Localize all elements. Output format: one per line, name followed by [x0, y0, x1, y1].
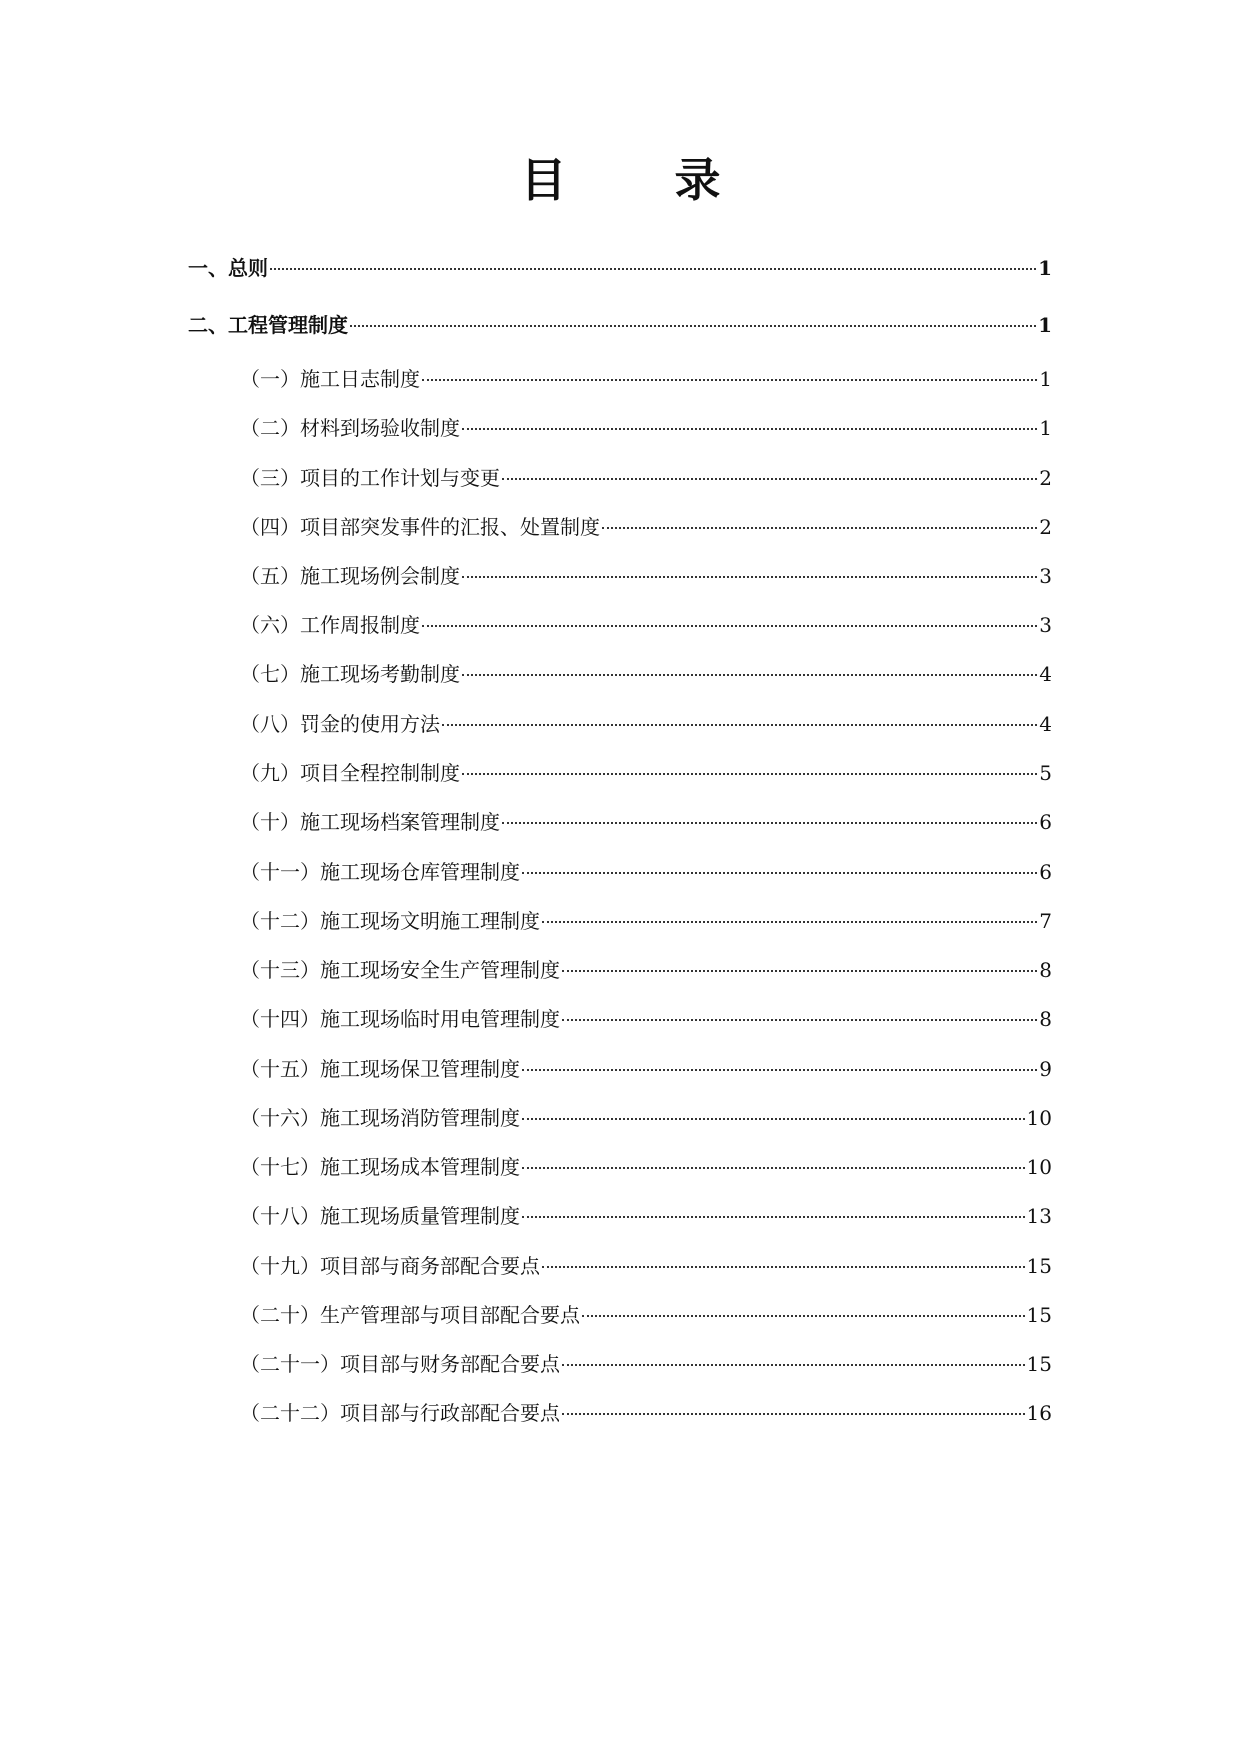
toc-entry[interactable] [240, 906, 1052, 936]
toc-entry[interactable] [240, 1398, 1052, 1428]
toc-entry-label: 二、工程管理制度 [188, 313, 348, 337]
toc-page-number: 8 [1039, 1007, 1052, 1031]
toc-entry-label: （七）施工现场考勤制度 [240, 662, 460, 686]
toc-page-number: 10 [1026, 1106, 1052, 1130]
toc-page-number: 5 [1039, 761, 1052, 785]
toc-entry[interactable] [240, 1300, 1052, 1330]
toc-entry[interactable] [240, 758, 1052, 788]
toc-page-number: 2 [1039, 515, 1052, 539]
toc-entry-label: （四）项目部突发事件的汇报、处置制度 [240, 515, 600, 539]
dot-leader [270, 268, 1036, 270]
dot-leader [542, 1266, 1025, 1268]
toc-entry-label: （十一）施工现场仓库管理制度 [240, 860, 520, 884]
dot-leader [350, 325, 1036, 327]
toc-entry-label: （二十）生产管理部与项目部配合要点 [240, 1303, 580, 1327]
toc-entry-label: （三）项目的工作计划与变更 [240, 466, 500, 490]
toc-page-number: 4 [1039, 662, 1052, 686]
toc-page-number: 15 [1026, 1254, 1052, 1278]
toc-entry[interactable] [240, 955, 1052, 985]
toc-page-number: 10 [1026, 1155, 1052, 1179]
dot-leader [562, 1364, 1025, 1366]
toc-entry[interactable] [240, 659, 1052, 689]
toc-entry-label: （十）施工现场档案管理制度 [240, 810, 500, 834]
dot-leader [502, 822, 1037, 824]
toc-page-number: 15 [1026, 1303, 1052, 1327]
dot-leader [522, 1069, 1037, 1071]
toc-page-number: 1 [1038, 256, 1052, 280]
page-title: 目 录 [520, 153, 767, 207]
toc-entry-label: （六）工作周报制度 [240, 613, 420, 637]
toc-entry[interactable] [240, 364, 1052, 394]
dot-leader [522, 872, 1037, 874]
toc-entry-label: （二十一）项目部与财务部配合要点 [240, 1352, 560, 1376]
dot-leader [562, 970, 1037, 972]
dot-leader [422, 379, 1037, 381]
toc-entry-label: （十五）施工现场保卫管理制度 [240, 1057, 520, 1081]
dot-leader [542, 921, 1037, 923]
toc-page-number: 4 [1039, 712, 1052, 736]
toc-page-number: 15 [1026, 1352, 1052, 1376]
toc-page-number: 7 [1039, 909, 1052, 933]
toc-page-number: 1 [1038, 313, 1052, 337]
toc-entry-label: （二十二）项目部与行政部配合要点 [240, 1401, 560, 1425]
toc-entry[interactable] [188, 253, 1052, 283]
dot-leader [562, 1019, 1037, 1021]
toc-entry-label: （五）施工现场例会制度 [240, 564, 460, 588]
toc-entry-label: （十七）施工现场成本管理制度 [240, 1155, 520, 1179]
toc-entry[interactable] [240, 561, 1052, 591]
toc-entry-label: （九）项目全程控制制度 [240, 761, 460, 785]
dot-leader [562, 1413, 1025, 1415]
toc-entry[interactable] [240, 463, 1052, 493]
dot-leader [502, 478, 1037, 480]
dot-leader [442, 724, 1037, 726]
toc-page-number: 3 [1039, 564, 1052, 588]
toc-entry[interactable] [240, 610, 1052, 640]
toc-entry[interactable] [188, 310, 1052, 340]
toc-entry-label: （十六）施工现场消防管理制度 [240, 1106, 520, 1130]
toc-entry-label: （十四）施工现场临时用电管理制度 [240, 1007, 560, 1031]
toc-entry-label: 一、总则 [188, 256, 268, 280]
dot-leader [522, 1216, 1025, 1218]
toc-entry[interactable] [240, 1004, 1052, 1034]
toc-page-number: 1 [1039, 416, 1052, 440]
dot-leader [462, 576, 1037, 578]
toc-page-number: 6 [1039, 810, 1052, 834]
toc-entry[interactable] [240, 1349, 1052, 1379]
toc-entry[interactable] [240, 512, 1052, 542]
dot-leader [422, 625, 1037, 627]
toc-entry-label: （十九）项目部与商务部配合要点 [240, 1254, 540, 1278]
toc-entry-label: （十三）施工现场安全生产管理制度 [240, 958, 560, 982]
toc-page-number: 3 [1039, 613, 1052, 637]
toc-entry[interactable] [240, 413, 1052, 443]
toc-entry-label: （二）材料到场验收制度 [240, 416, 460, 440]
toc-entry-label: （一）施工日志制度 [240, 367, 420, 391]
toc-entry[interactable] [240, 1201, 1052, 1231]
dot-leader [522, 1167, 1025, 1169]
toc-entry-label: （八）罚金的使用方法 [240, 712, 440, 736]
dot-leader [582, 1315, 1025, 1317]
dot-leader [462, 428, 1037, 430]
toc-entry[interactable] [240, 1152, 1052, 1182]
toc-entry[interactable] [240, 1054, 1052, 1084]
toc-page-number: 8 [1039, 958, 1052, 982]
toc-entry[interactable] [240, 709, 1052, 739]
toc-page-number: 16 [1026, 1401, 1052, 1425]
toc-entry-label: （十八）施工现场质量管理制度 [240, 1204, 520, 1228]
toc-page-number: 6 [1039, 860, 1052, 884]
toc-page-number: 1 [1039, 367, 1052, 391]
dot-leader [462, 773, 1037, 775]
toc-entry[interactable] [240, 807, 1052, 837]
toc-entry[interactable] [240, 1251, 1052, 1281]
toc-entry[interactable] [240, 1103, 1052, 1133]
dot-leader [602, 527, 1037, 529]
dot-leader [522, 1118, 1025, 1120]
toc-page-number: 2 [1039, 466, 1052, 490]
dot-leader [462, 674, 1037, 676]
toc-entry[interactable] [240, 857, 1052, 887]
toc-page-number: 13 [1026, 1204, 1052, 1228]
toc-entry-label: （十二）施工现场文明施工理制度 [240, 909, 540, 933]
toc-page-number: 9 [1039, 1057, 1052, 1081]
